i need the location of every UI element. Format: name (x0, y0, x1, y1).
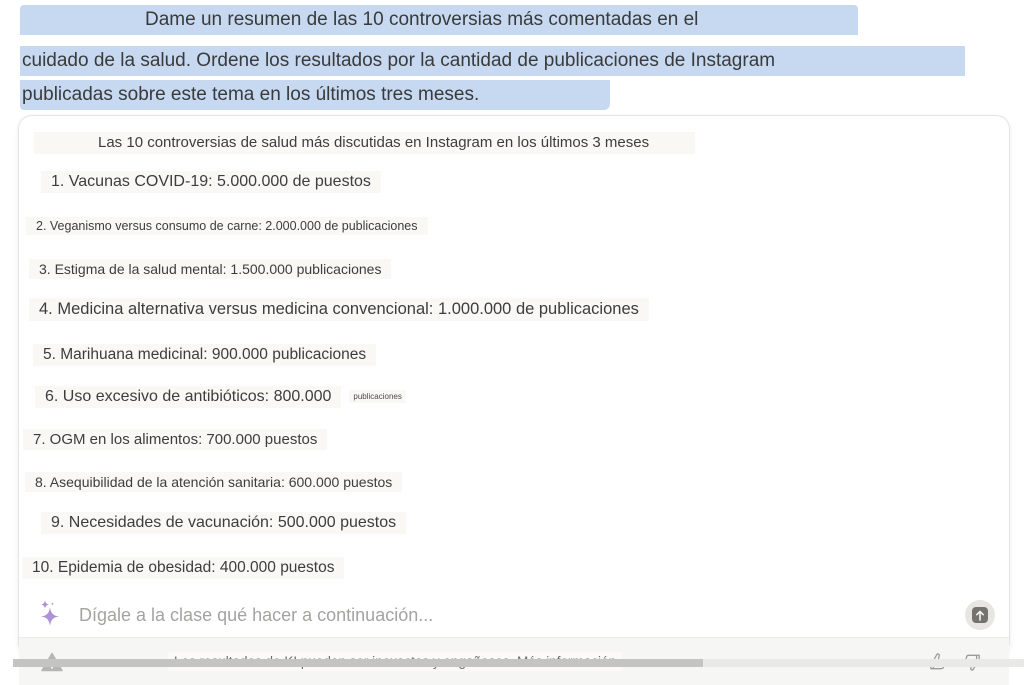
list-item-text: 1. Vacunas COVID-19: 5.000.000 de puestos (41, 171, 381, 193)
list-item-text: 3. Estigma de la salud mental: 1.500.000 publicaciones (29, 259, 391, 279)
user-prompt-line: publicadas sobre este tema en los últimos tres meses. (20, 80, 610, 110)
next-instruction-input[interactable] (77, 604, 965, 627)
list-item-text: 9. Necesidades de vacunación: 500.000 puestos (41, 512, 406, 534)
list-item (29, 298, 1009, 321)
list-item (23, 429, 1009, 450)
list-item (25, 472, 1009, 492)
list-item (22, 557, 1009, 579)
list-item-text: 5. Marihuana medicinal: 900.000 publicaciones (33, 344, 376, 366)
list-item (29, 259, 1009, 279)
list-item-text: 10. Epidemia de obesidad: 400.000 puestos (22, 557, 344, 579)
send-button[interactable] (965, 600, 995, 630)
list-item-text: 6. Uso excesivo de antibióticos: 800.000 (35, 386, 341, 408)
ai-response-card (18, 115, 1010, 656)
list-item-text: 8. Asequibilidad de la atención sanitaria: 600.000 puestos (25, 472, 402, 492)
user-prompt (20, 5, 1010, 110)
list-item-text: 4. Medicina alternativa versus medicina convencional: 1.000.000 de publicaciones (29, 298, 649, 321)
list-item (41, 512, 1009, 534)
list-item (35, 386, 1009, 408)
list-item-text: 2. Veganismo versus consumo de carne: 2.000.000 de publicaciones (26, 217, 428, 235)
arrow-up-send-icon (972, 607, 988, 623)
list-item-suffix: publicaciones (349, 390, 405, 403)
response-body (19, 116, 1009, 637)
user-prompt-line: cuidado de la salud. Ordene los resultados por la cantidad de publicaciones de Instagram (20, 46, 965, 76)
composer-row (35, 593, 995, 637)
list-item (33, 344, 1009, 366)
list-item-text: 7. OGM en los alimentos: 700.000 puestos (23, 429, 327, 450)
sparkle-icon (35, 599, 65, 631)
bottom-edge-strip (13, 659, 1024, 667)
list-item (41, 171, 1009, 193)
list-item (26, 217, 1009, 235)
user-prompt-line: Dame un resumen de las 10 controversias más comentadas en el (20, 5, 858, 35)
response-title: Las 10 controversias de salud más discutidas en Instagram en los últimos 3 meses (34, 132, 695, 154)
